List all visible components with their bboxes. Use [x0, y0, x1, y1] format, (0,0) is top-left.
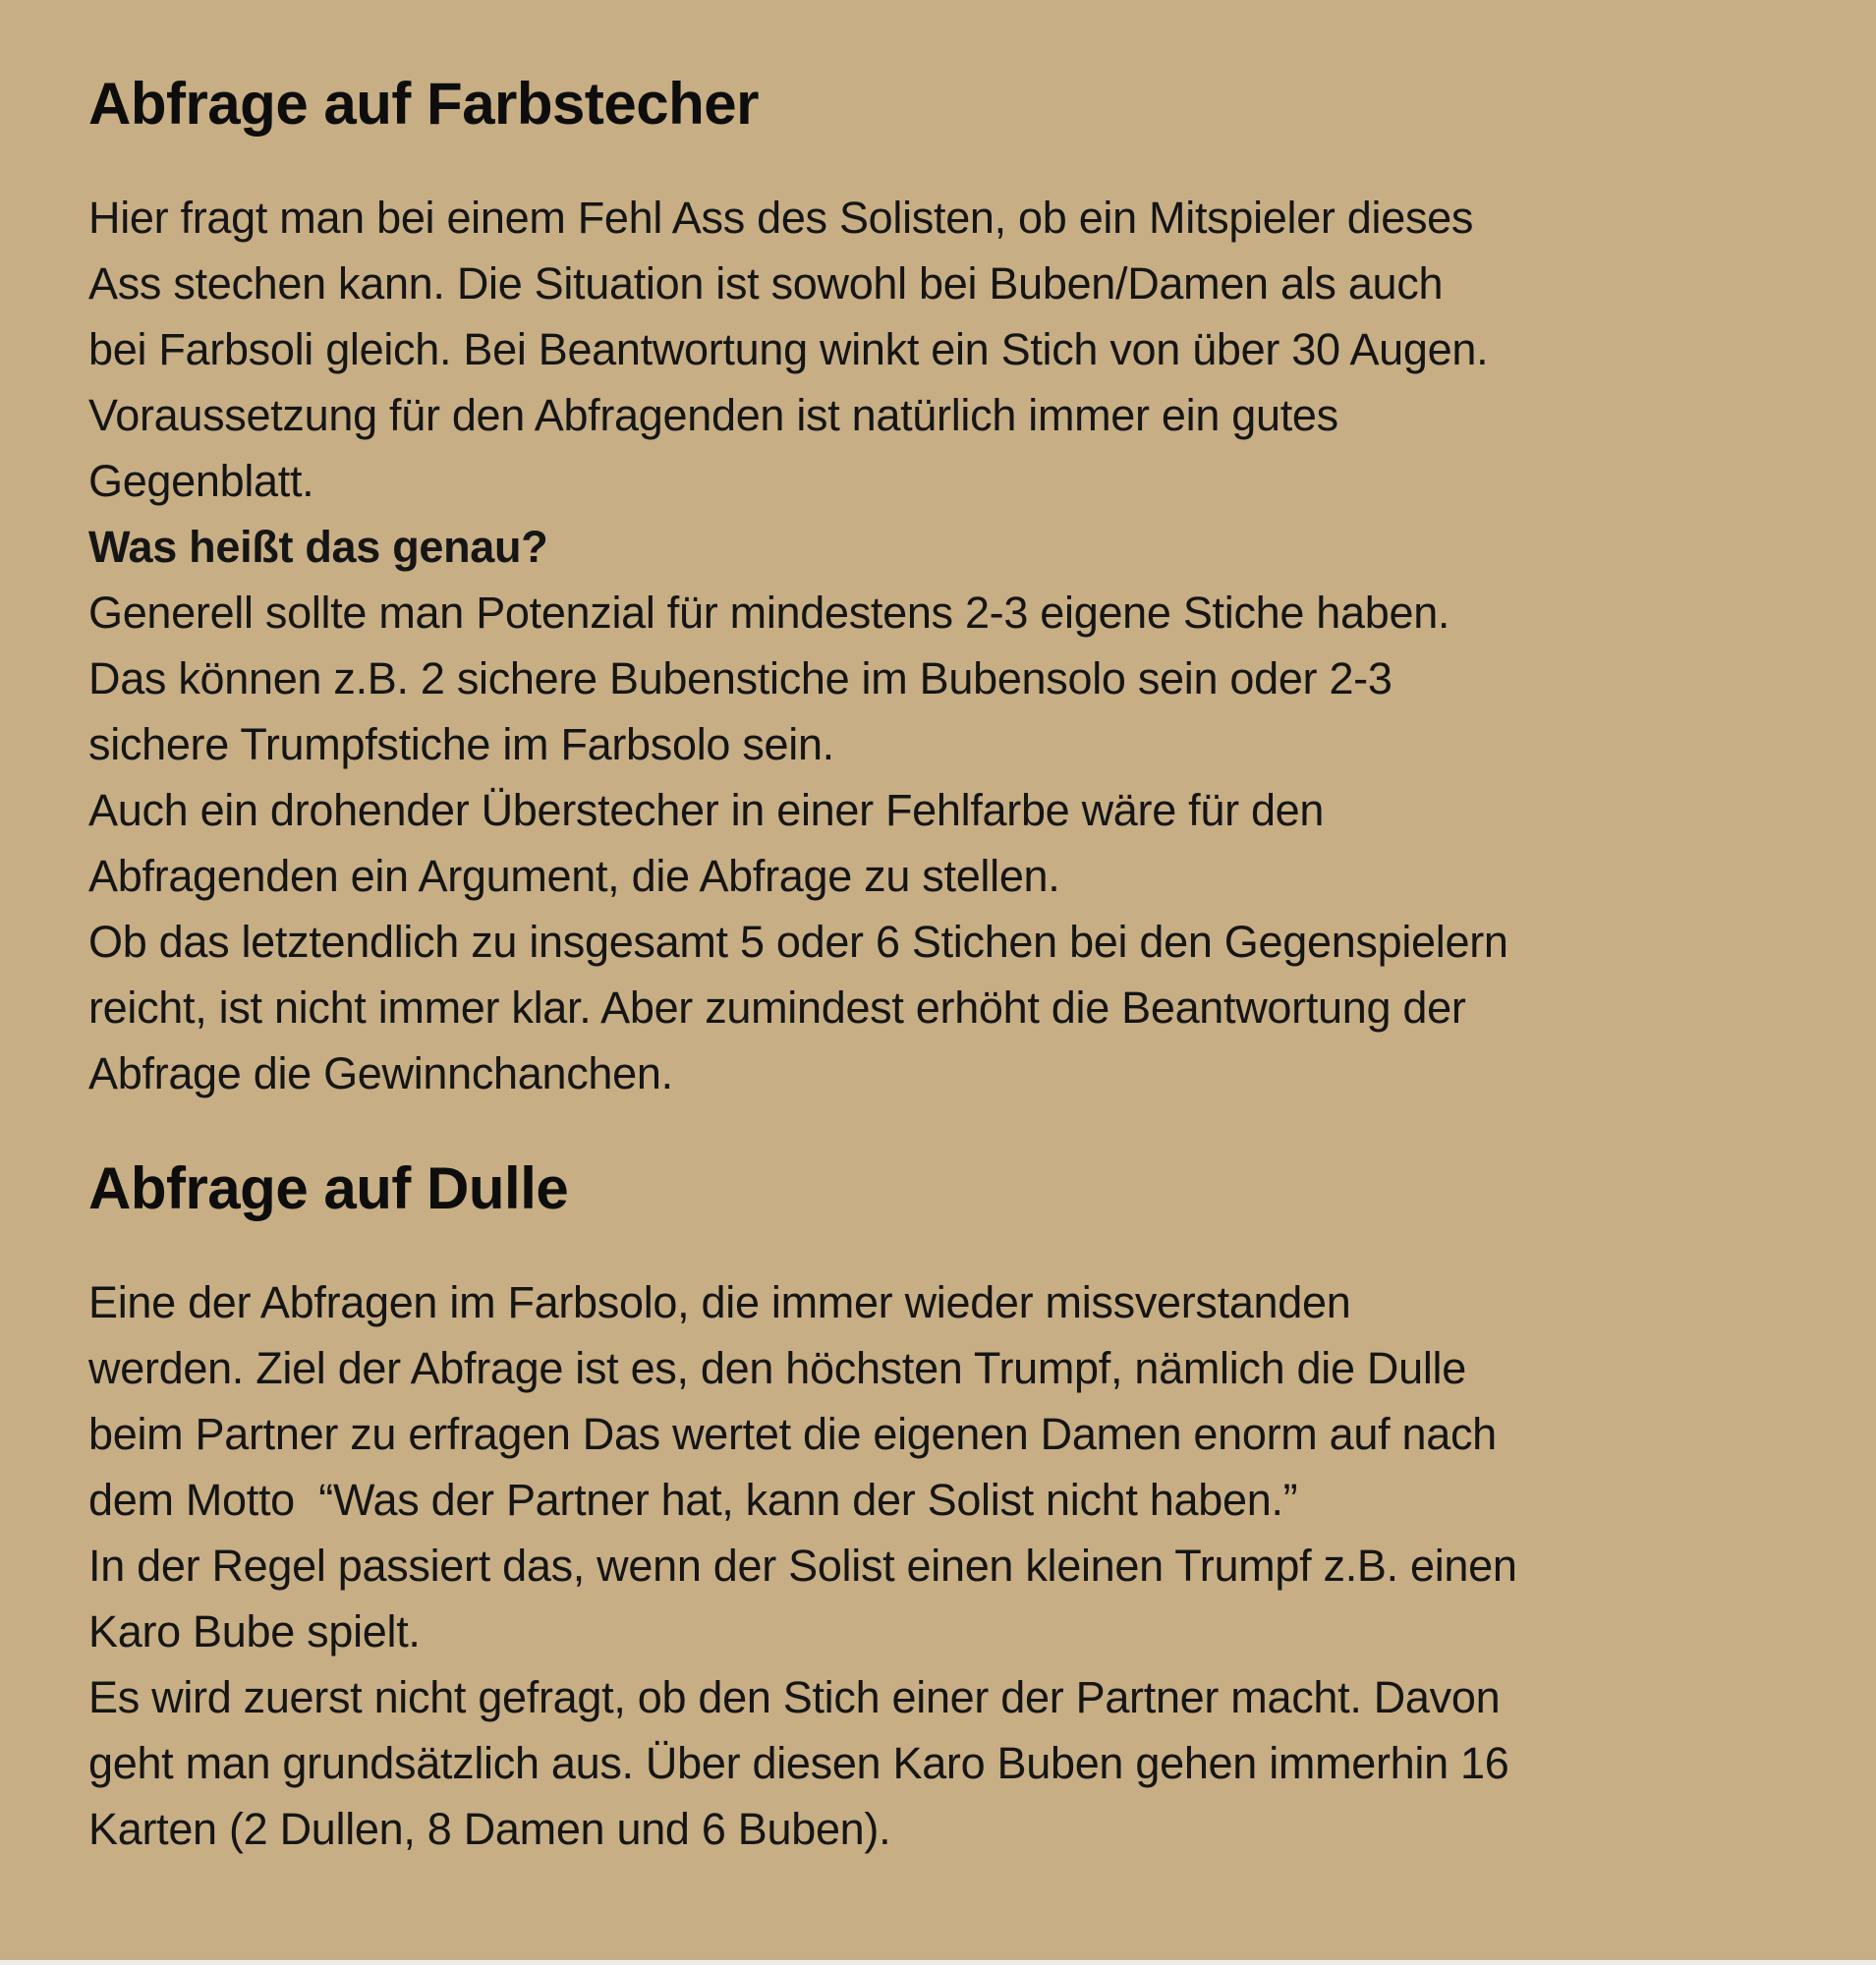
section-farbstecher — [88, 67, 1817, 1106]
section-heading-dulle: Abfrage auf Dulle — [88, 1155, 569, 1221]
section-dulle — [88, 1151, 1817, 1862]
bottom-edge-strip — [0, 1960, 1876, 1965]
section-heading-farbstecher: Abfrage auf Farbstecher — [88, 71, 760, 137]
farbstecher-intro-paragraph: Hier fragt man bei einem Fehl Ass des Solisten, ob ein Mitspieler dieses Ass stechen kann. Die Situation ist sowohl bei Buben/Damen als auch bei Farbsoli gleich. Bei Beantwortung winkt ein Stich von über 30 Augen. Voraussetzung für den Abfragenden ist natürlich immer ein gutes Gegenblatt. — [88, 193, 1489, 506]
farbstecher-body-paragraph: Generell sollte man Potenzial für mindestens 2-3 eigene Stiche haben. Das können z.B. 2 sichere Bubenstiche im Bubensolo sein oder 2-3 sichere Trumpfstiche im Farbsolo sein. Auch ein drohender Überstecher in einer Fehlfarbe wäre für den Abfragenden ein Argument, die Abfrage zu stellen. Ob das letztendlich zu insgesamt 5 oder 6 Stichen bei den Gegenspielern reicht, ist nicht immer klar. Aber zumindest erhöht die Beantwortung der Abfrage die Gewinnchanchen. — [88, 588, 1508, 1098]
dulle-body-paragraph: Eine der Abfragen im Farbsolo, die immer wieder missverstanden werden. Ziel der Abfrage ist es, den höchsten Trumpf, nämlich die Dulle beim Partner zu erfragen Das wertet die eigenen Damen enorm auf nach dem Motto “Was der Partner hat, kann der Solist nicht haben.” In der Regel passiert das, wenn der Solist einen kleinen Trumpf z.B. einen Karo Bube spielt. Es wird zuerst nicht gefragt, ob den Stich einer der Partner macht. Davon geht man grundsätzlich aus. Über diesen Karo Buben gehen immerhin 16 Karten (2 Dullen, 8 Damen und 6 Buben). — [88, 1277, 1517, 1854]
farbstecher-subheading: Was heißt das genau? — [88, 522, 548, 572]
